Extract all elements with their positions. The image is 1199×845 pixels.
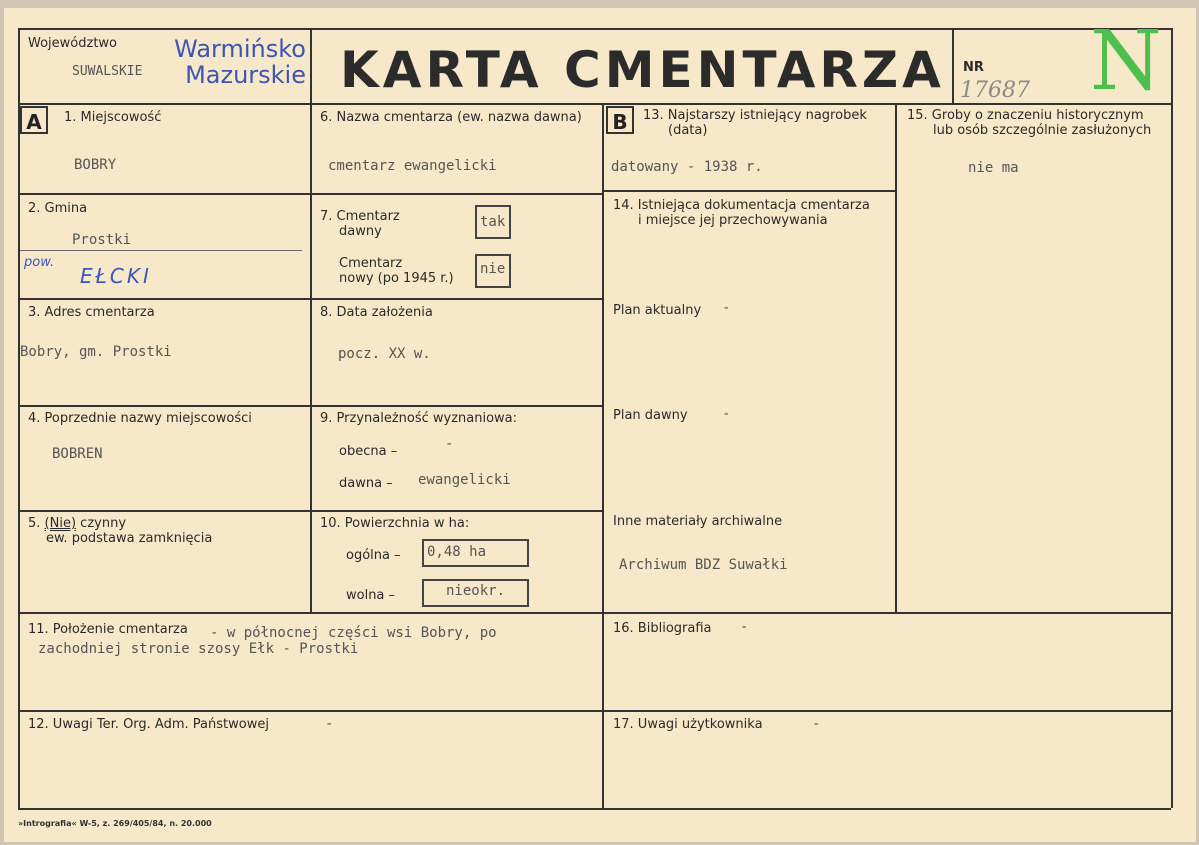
- label-part: i miejsce jej przechowywania: [638, 213, 828, 228]
- divider: [18, 612, 1171, 614]
- divider: [602, 190, 895, 192]
- field-1-label: 1. Miejscowość: [64, 110, 162, 125]
- plan-former-value: -: [722, 406, 731, 422]
- field-10-free-label: wolna –: [346, 588, 396, 603]
- powiat-value: EŁCKI: [80, 264, 152, 288]
- label-part: 15. Groby o znaczeniu historycznym: [907, 108, 1144, 123]
- label-part: Cmentarz: [339, 256, 403, 271]
- field-10-free-value: nieokr.: [422, 579, 529, 607]
- field-17-label: 17. Uwagi użytkownika: [613, 717, 763, 732]
- plan-current-label: Plan aktualny: [613, 303, 702, 318]
- label-part: 13. Najstarszy istniejący nagrobek: [643, 108, 867, 123]
- field-4-label: 4. Poprzednie nazwy miejscowości: [28, 411, 252, 426]
- field-5-label: [28, 516, 212, 546]
- field-4-value: BOBREN: [52, 446, 103, 462]
- plan-current-value: -: [722, 300, 731, 316]
- wojewodztwo-stamp: [148, 36, 306, 88]
- printer-imprint: »Intrografia« W-5, z. 269/405/84, n. 20.000: [18, 819, 212, 828]
- divider: [18, 28, 1171, 30]
- label-part: dawny: [339, 224, 382, 239]
- label-part: 5.: [28, 516, 41, 531]
- field-16-value: -: [740, 619, 749, 635]
- field-15-value: nie ma: [968, 160, 1019, 176]
- label-part: 14. Istniejąca dokumentacja cmentarza: [613, 198, 870, 213]
- field-9-label: 9. Przynależność wyznaniowa:: [320, 411, 518, 426]
- stamp-line: Warmińsko: [174, 35, 306, 63]
- nr-value: 17687: [960, 78, 1030, 103]
- field-9-current-value: -: [445, 436, 454, 452]
- section-b-badge: B: [606, 106, 634, 134]
- field-13-value: datowany - 1938 r.: [611, 159, 763, 175]
- divider: [18, 28, 20, 808]
- nr-label: NR: [963, 60, 984, 75]
- stamp-line: Mazurskie: [185, 61, 306, 89]
- field-8-label: 8. Data założenia: [320, 305, 433, 320]
- divider: [18, 808, 1171, 810]
- label-part: czynny: [80, 516, 127, 531]
- field-1-value: BOBRY: [74, 157, 117, 173]
- field-7-label-old: [320, 209, 400, 239]
- field-17-value: -: [812, 716, 821, 732]
- divider: [310, 28, 312, 612]
- field-10-total-label: ogólna –: [346, 548, 401, 563]
- field-10-label: 10. Powierzchnia w ha:: [320, 516, 470, 531]
- label-part: (data): [668, 123, 708, 138]
- field-15-label: [907, 108, 1151, 138]
- field-12-label: 12. Uwagi Ter. Org. Adm. Państwowej: [28, 717, 269, 732]
- field-16-label: 16. Bibliografia: [613, 621, 712, 636]
- other-materials-label: Inne materiały archiwalne: [613, 514, 783, 529]
- field-7-old-value: tak: [475, 205, 511, 239]
- field-9-current-label: obecna –: [339, 444, 398, 459]
- divider: [602, 103, 604, 808]
- divider: [20, 250, 302, 251]
- field-14-label: [613, 198, 870, 228]
- wojewodztwo-label: Województwo: [28, 36, 118, 51]
- divider: [18, 103, 1171, 105]
- wojewodztwo-typed: SUWALSKIE: [72, 64, 143, 79]
- powiat-prefix: pow.: [24, 255, 55, 270]
- field-8-value: pocz. XX w.: [338, 346, 431, 362]
- field-6-value: cmentarz ewangelicki: [328, 158, 497, 174]
- label-part: ew. podstawa zamknięcia: [46, 531, 213, 546]
- label-part: (Nie): [44, 516, 77, 531]
- page-title: KARTA CMENTARZA: [340, 41, 945, 99]
- field-7-label-new: [339, 256, 454, 286]
- category-marker: N: [1090, 14, 1162, 109]
- field-2-value: Prostki: [72, 232, 132, 248]
- field-12-value: -: [325, 716, 334, 732]
- field-13-label: [643, 108, 867, 138]
- field-11-label: 11. Położenie cmentarza: [28, 622, 188, 637]
- field-7-new-value: nie: [475, 254, 511, 288]
- section-a-badge: A: [20, 106, 48, 134]
- field-11-value-line2: zachodniej stronie szosy Ełk - Prostki: [38, 641, 359, 657]
- field-2-label: 2. Gmina: [28, 201, 88, 216]
- field-3-label: 3. Adres cmentarza: [28, 305, 155, 320]
- plan-former-label: Plan dawny: [613, 408, 688, 423]
- field-6-label: 6. Nazwa cmentarza (ew. nazwa dawna): [320, 110, 582, 125]
- field-3-value: Bobry, gm. Prostki: [20, 344, 172, 360]
- divider: [895, 103, 897, 612]
- label-part: lub osób szczególnie zasłużonych: [933, 123, 1152, 138]
- field-10-total-value: 0,48 ha: [422, 539, 529, 567]
- divider: [1171, 28, 1173, 808]
- field-11-value-line1: - w północnej części wsi Bobry, po: [210, 625, 497, 641]
- field-9-former-value: ewangelicki: [418, 472, 511, 488]
- label-part: nowy (po 1945 r.): [339, 271, 454, 286]
- divider: [952, 28, 954, 103]
- divider: [18, 710, 1171, 712]
- label-part: 7. Cmentarz: [320, 209, 400, 224]
- field-9-former-label: dawna –: [339, 476, 393, 491]
- other-materials-value: Archiwum BDZ Suwałki: [619, 557, 788, 573]
